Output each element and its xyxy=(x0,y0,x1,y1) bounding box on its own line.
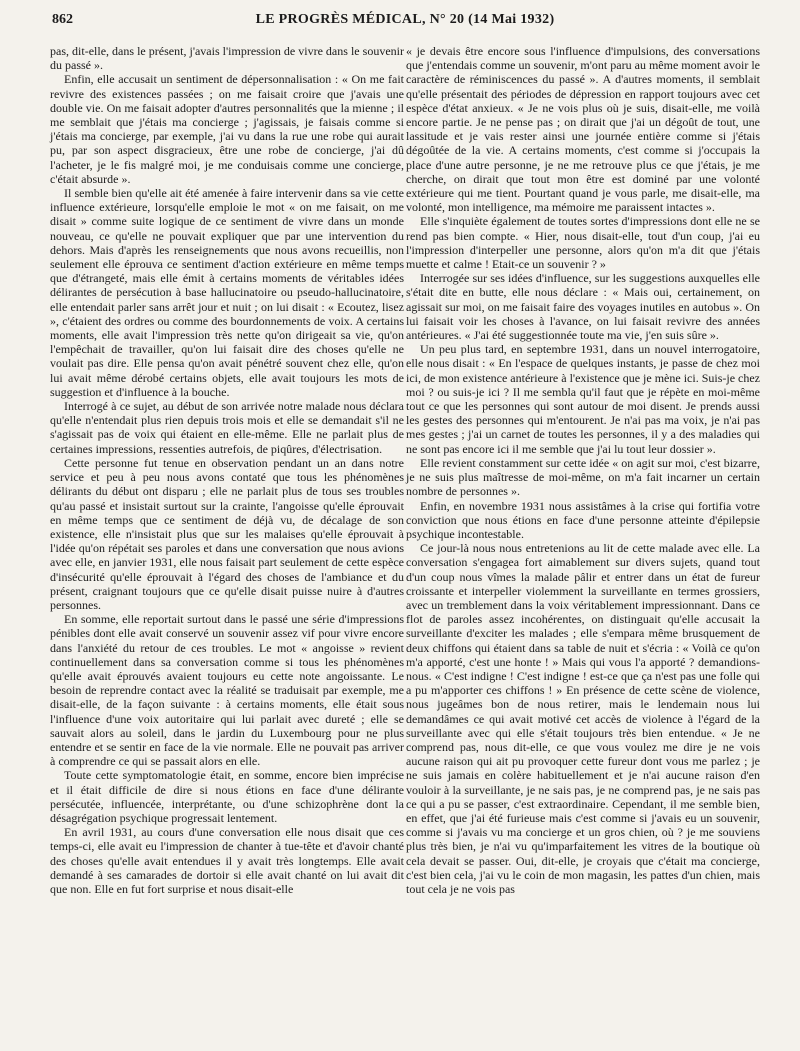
paragraph: Enfin, elle accusait un sentiment de dépersonnalisation : « On me fait revivre des existences passées ; on me faisait croire que j'avais une double vie. On me faisait adopter d'autres personnalités que la mienne ; il me semblait que j'étais ma concierge ; j'agissais, je faisais comme si j'étais ma concierge, par exemple, j'ai vu dans la rue une robe qui aurait pu, par son aspect disgracieux, être une robe de concierge, j'ai dû l'acheter, je le fis malgré moi, je me conduisais comme une concierge, c'était absurde ». xyxy=(50,72,404,186)
paragraph: Il semble bien qu'elle ait été amenée à faire intervenir dans sa vie cette influence extérieure, lorsqu'elle emploie le mot « on me faisait, on me disait » comme suite logique de ce sentiment de vivre dans un monde nouveau, ce qu'elle ne pouvait expliquer que par une intervention du dehors. Mais d'après les renseignements que nous avons recueillis, non seulement elle éprouva ce sentiment d'action extérieure en même temps que d'étrangeté, mais elle émit à certains moments de véritables idées délirantes de persécution à base hallucinatoire ou pseudo-hallucinatoire, elle entendait parler sans arrêt jour et nuit ; on lui disait : « Ecoutez, lisez », c'étaient des ordres ou comme des bourdonnements de voix. A certains moments, elle avait l'impression très nette qu'on dirigeait sa vie, qu'on l'empêchait de travailler, qu'on lui faisait dire des choses qu'elle ne voulait pas dire. Elle pensa qu'on avait pénétré souvent chez elle, qu'on lui avait même dérobé certains objets, elle avait toujours les mots de suggestion et d'influence à la bouche. xyxy=(50,186,404,399)
paragraph: Enfin, en novembre 1931 nous assistâmes à la crise qui fortifia votre conviction que nous étions en face d'une personne atteinte d'épilepsie psychique incontestable. xyxy=(406,498,760,541)
paragraph: En somme, elle reportait surtout dans le passé une série d'impressions pénibles dont elle avait conservé un souvenir assez vif pour vivre encore dans l'anxiété du retour de ces troubles. Le mot « angoisse » revient continuellement dans sa conversation comme si tous les phénomènes qu'elle avait éprouvés avaient toujours eu cette note angoissante. Le besoin de reprendre contact avec la réalité se traduisait par exemple, me disait-elle, de la façon suivante : à certains moments, elle était sous l'influence d'une voix autoritaire qui lui parlait avec dureté ; elle se sauvait alors au soleil, dans le jardin du Luxembourg pour ne plus entendre et se sentir en face de la vie normale. Elle ne pouvait pas arriver à comprendre ce qui se passait alors en elle. xyxy=(50,612,404,769)
paragraph: Toute cette symptomatologie était, en somme, encore bien imprécise et il était difficile de dire si nous étions en face d'une délirante persécutée, influencée, interprétante, ou d'une schizophrène dont la désagrégation psychique progressait lentement. xyxy=(50,768,404,825)
left-column xyxy=(50,44,404,896)
paragraph: Cette personne fut tenue en observation pendant un an dans notre service et peu à peu nous avons contaté que tous les phénomènes délirants du début ont disparu ; elle ne parlait plus de tous ses troubles qu'au passé et insistait surtout sur la crainte, l'angoisse qu'elle éprouvait en même temps que ce sentiment de déjà vu, de décalage de son existence, elle n'insistait plus que sur les malaises qu'elle éprouvait à l'idée qu'on répétait ses paroles et dans une conversation que nous avions avec elle, en janvier 1931, elle nous faisait part seulement de cette espèce d'insécurité qu'elle éprouvait à l'égard des choses de l'ambiance et du présent, craignant toujours que ce qu'elle disait puisse nuire à d'autres personnes. xyxy=(50,455,404,612)
paragraph: Elle revient constamment sur cette idée « on agit sur moi, c'est bizarre, je ne suis plus maîtresse de moi-même, on m'a fait incarner un certain nombre de personnes ». xyxy=(406,455,760,499)
page-number: 862 xyxy=(52,12,73,27)
paragraph: En avril 1931, au cours d'une conversation elle nous disait que ces temps-ci, elle avait eu l'impression de chanter à tue-tête et d'avoir chanté des choses qu'elle avait entendues il y avait très longtemps. Elle avait demandé à ses camarades de dortoir si elle avait chanté on lui avait dit que non. Elle en fut fort surprise et nous disait-elle xyxy=(50,825,404,896)
text-columns xyxy=(50,44,760,896)
paragraph: Elle s'inquiète également de toutes sortes d'impressions dont elle ne se rend pas bien compte. « Hier, nous disait-elle, tout d'un coup, j'ai eu l'impression d'interpeller une personne, alors qu'on m'a dit que j'étais muette et calme ! Etait-ce un souvenir ? » xyxy=(406,214,760,272)
right-column xyxy=(406,44,760,896)
paragraph: pas, dit-elle, dans le présent, j'avais l'impression de vivre dans le souvenir du passé ». xyxy=(50,44,404,73)
paragraph: « je devais être encore sous l'influence d'impulsions, des conversations que j'entendais comme un souvenir, m'ont paru au même moment avoir le caractère de réminiscences du passé ». A d'autres moments, il semblait qu'elle présentait des périodes de dépression en rapport toujours avec cet espèce d'état anxieux. « Je ne vois plus où je suis, disait-elle, me voilà encore partie. Je ne pense pas ; on dirait que j'ai un dégoût de tout, une lassitude et je vais rester ainsi une journée entière comme si j'étais dégoûtée de la vie. A certains moments, c'est comme si j'occupais la place d'une autre personne, je ne me retrouve plus ce que j'étais, je me cherche, on dirait que tout mon être est dominé par une volonté extérieure qui me tient. Pourtant quand je vous parle, me disait-elle, ma volonté, mon intelligence, ma mémoire me paraissent intactes ». xyxy=(406,44,760,215)
running-title: LE PROGRÈS MÉDICAL, N° 20 (14 Mai 1932) xyxy=(255,12,555,27)
page-header xyxy=(50,10,760,34)
paragraph: Un peu plus tard, en septembre 1931, dans un nouvel interrogatoire, elle nous disait : « En l'espace de quelques instants, je passe de chez moi ici, de mon existence antérieure à l'existence que je mène ici. Suis-je chez moi ? ou suis-je ici ? Il me sembla qu'il faut que je répète en moi-même tout ce que les personnes qui sont autour de moi disent. Je prends aussi les gestes des personnes qui m'entourent. Je n'ai pas ma voix, je n'ai pas mes gestes ; j'ai un carnet de toutes les personnes, il y a des maladies qui ne sont pas encore ici il me semble que j'ai lu tout leur dossier ». xyxy=(406,342,761,456)
paragraph: Ce jour-là nous nous entretenions au lit de cette malade avec elle. La conversation s'engagea fort aimablement sur divers sujets, quand tout d'un coup nous vîmes la malade pâlir et entrer dans un état de fureur croissante et interpeller violemment la surveillante en termes grossiers, avec un tremblement dans la voix véritablement impressionnant. Dans ce flot de paroles assez incohérentes, on distinguait qu'elle accusait la surveillante d'exciter les malades ; elle s'empara même brusquement de deux chiffons qui étaient dans sa table de nuit et s'écria : « Voilà ce qu'on m'a apporté, c'est une honte ! » Mais qui vous l'a apporté ? demandions-nous. « C'est indigne ! C'est indigne ! est-ce que ça n'est pas une folle qui a pu m'apporter ces chiffons ! » En présence de cette scène de violence, nous jugeâmes bon de nous retirer, mais le lendemain nous lui demandâmes ce qui avait motivé cet accès de violence à l'égard de la surveillante avec qui elle s'était toujours très bien entendue. « Je ne comprend pas, nous dit-elle, ce que vous voulez me dire je ne vois aucune raison qui ait pu provoquer cette fureur dont vous me parlez ; je ne suis jamais en colère habituellement et je n'ai aucune raison d'en vouloir à la surveillante, je ne sais pas, je ne comprend pas, je ne sais pas ce qui a pu se passer, c'est extraordinaire. Cependant, il me semble bien, en effet, que j'ai été furieuse mais c'est comme si j'avais eu un souvenir, comme si j'avais vu ma concierge et un gros chien, où ? je me souviens plus très bien, je n'ai vu qu'imparfaitement les vitres de la boutique où cela devait se passer. Oui, dit-elle, je croyais que c'était ma concierge, c'est bien cela, j'ai vu le coin de mon magasin, les pattes d'un chien, mais tout cela je ne vois pas xyxy=(406,541,760,896)
paragraph: Interrogée sur ses idées d'influence, sur les suggestions auxquelles elle s'était dite en butte, elle nous déclare : « Mais oui, certainement, on agissait sur moi, on me faisait faire des voyages inutiles en autobus ». On lui faisait voir les choses à l'avance, on lui faisait revivre des années antérieures. « J'ai été suggestionnée toute ma vie, j'en suis sûre ». xyxy=(406,271,760,343)
paragraph: Interrogé à ce sujet, au début de son arrivée notre malade nous déclara qu'elle n'entendait plus rien depuis trois mois et elle se demandait s'il ne s'agissait pas de voix qui étaient en elle-même. Elle ne parlait plus de certaines impressions, ressenties autrefois, de piqûres, d'électrisation. xyxy=(50,399,404,456)
